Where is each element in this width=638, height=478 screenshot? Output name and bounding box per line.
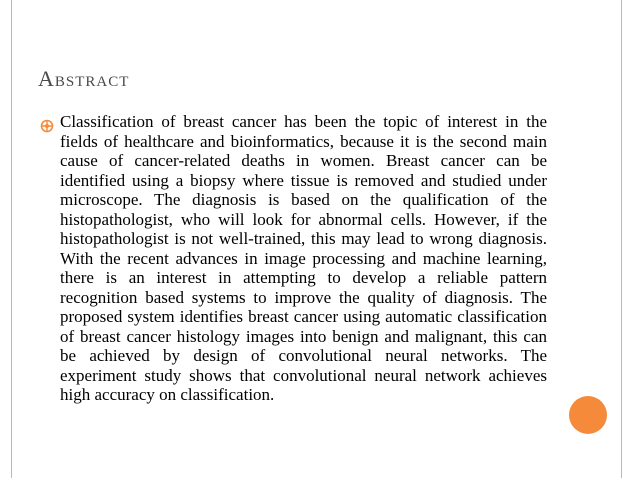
decorative-circle xyxy=(569,396,607,434)
abstract-paragraph: Classification of breast cancer has been the topic of interest in the fields of healthcare and bioinformatics, because it is the second main cause of cancer-related deaths in women. Breast cancer can be identified using a biopsy where tissue is removed and studied under microscope. The diagnosis is based on the qualification of the histopathologist, who will look for abnormal cells. However, if the histopathologist is not well-trained, this may lead to wrong diagnosis. With the recent advances in image processing and machine learning, there is an interest in attempting to develop a reliable pattern recognition based systems to improve the quality of diagnosis. The proposed system identifies breast cancer using automatic classification of breast cancer histology images into benign and malignant, this can be achieved by design of convolutional neural networks. The experiment study shows that convolutional neural network achieves high accuracy on classification. xyxy=(60,112,547,404)
slide-title: Abstract xyxy=(38,66,130,91)
ornament-bullet-icon xyxy=(40,119,54,133)
